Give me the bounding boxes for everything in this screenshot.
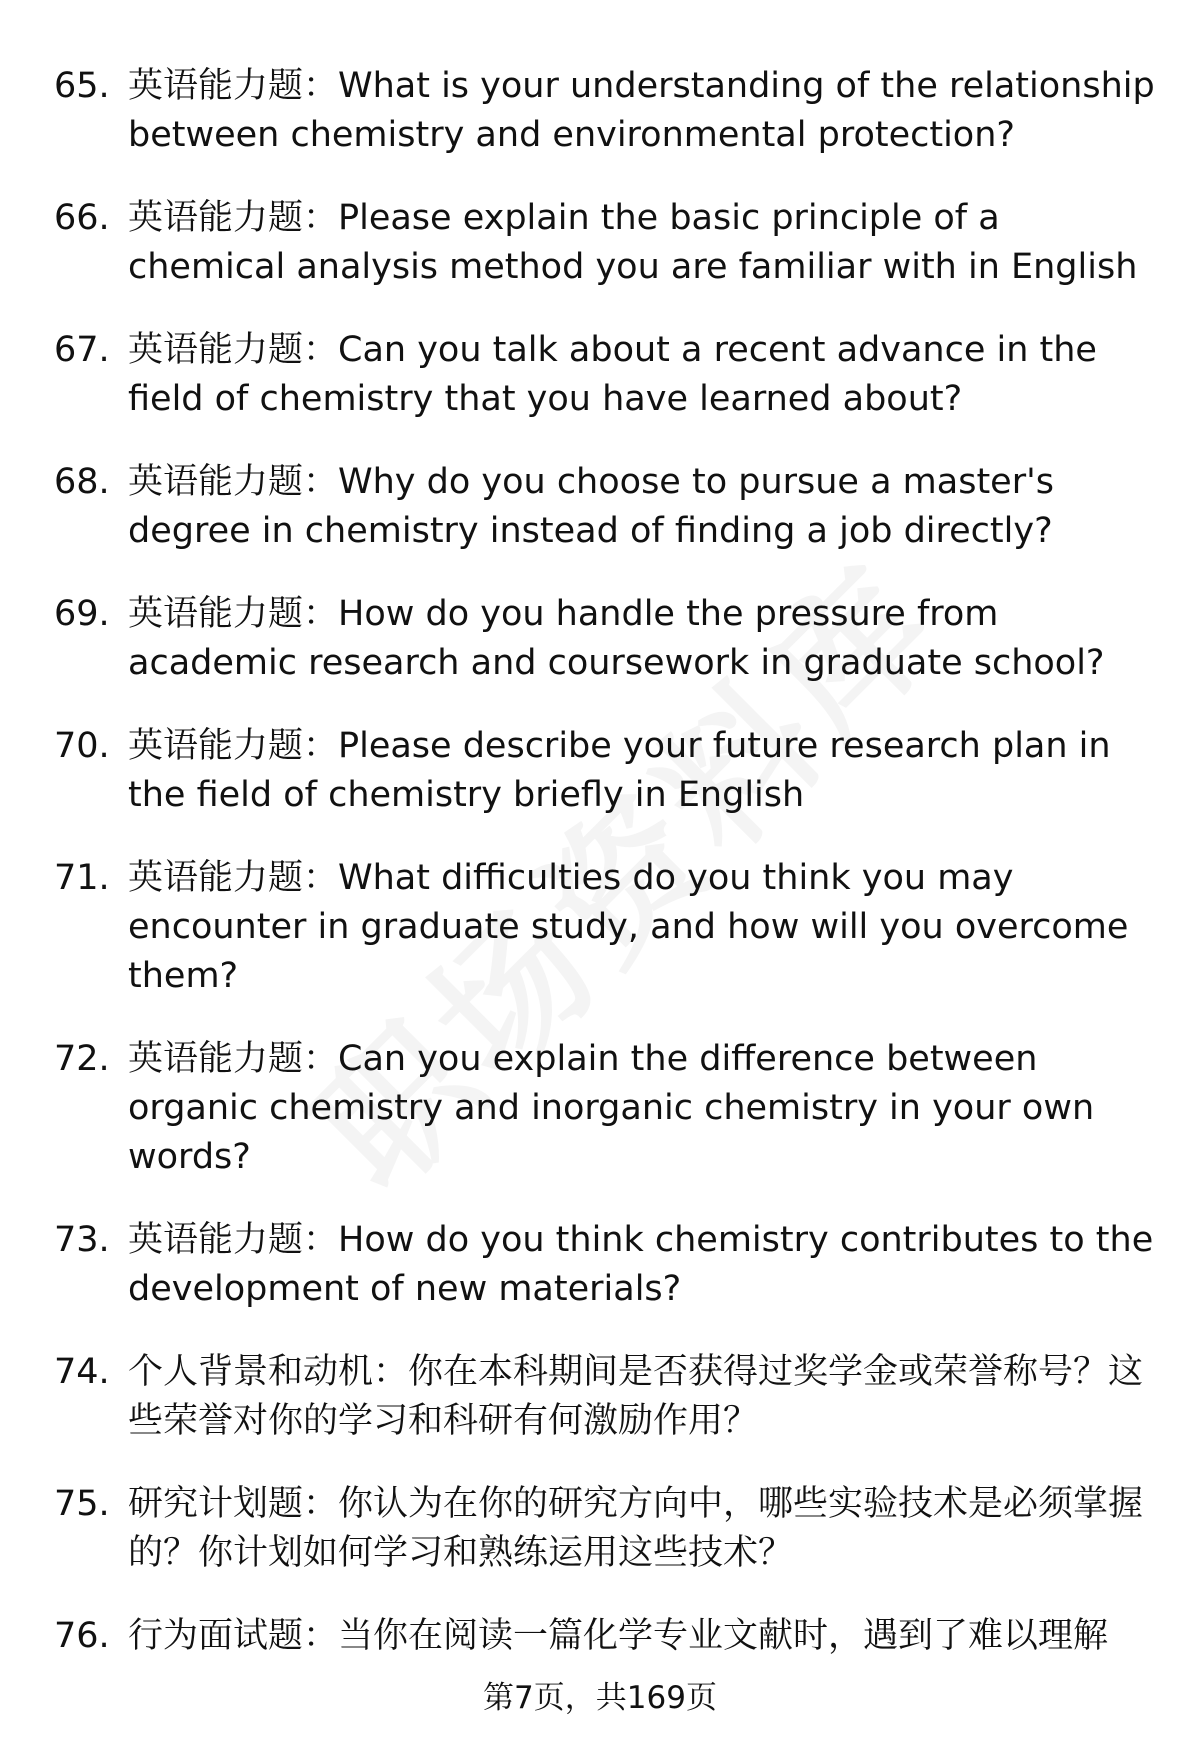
question-number: 67. xyxy=(54,330,110,370)
question-item xyxy=(0,1612,1200,1661)
question-number: 75. xyxy=(54,1484,110,1524)
question-text: 个人背景和动机：你在本科期间是否获得过奖学金或荣誉称号？这些荣誉对你的学习和科研有何激励作用？ xyxy=(128,1352,1144,1441)
question-number: 76. xyxy=(54,1616,110,1656)
question-number: 74. xyxy=(54,1352,110,1392)
question-text: 英语能力题：What difficulties do you think you may encounter in graduate study, and how will you overcome them? xyxy=(128,858,1129,996)
question-text: 英语能力题：Can you talk about a recent advance in the field of chemistry that you have learned about? xyxy=(128,330,1097,419)
question-text: 英语能力题：Why do you choose to pursue a master's degree in chemistry instead of finding a job directly? xyxy=(128,462,1054,551)
question-text: 英语能力题：Please describe your future research plan in the field of chemistry briefly in English xyxy=(128,726,1111,815)
question-item xyxy=(0,326,1200,424)
question-number: 71. xyxy=(54,858,110,898)
question-number: 73. xyxy=(54,1220,110,1260)
question-number: 66. xyxy=(54,198,110,238)
question-item xyxy=(0,194,1200,292)
question-item xyxy=(0,854,1200,1001)
question-item xyxy=(0,1216,1200,1314)
question-number: 72. xyxy=(54,1039,110,1079)
question-number: 70. xyxy=(54,726,110,766)
question-text: 英语能力题：How do you handle the pressure from academic research and coursework in graduate school? xyxy=(128,594,1105,683)
question-number: 69. xyxy=(54,594,110,634)
question-number: 68. xyxy=(54,462,110,502)
question-text: 英语能力题：What is your understanding of the relationship between chemistry and environmental protection? xyxy=(128,66,1155,155)
question-item xyxy=(0,1480,1200,1578)
question-text: 研究计划题：你认为在你的研究方向中，哪些实验技术是必须掌握的？你计划如何学习和熟练运用这些技术？ xyxy=(128,1484,1144,1573)
question-item xyxy=(0,1035,1200,1182)
question-text: 行为面试题：当你在阅读一篇化学专业文献时，遇到了难以理解 xyxy=(128,1616,1109,1656)
question-text: 英语能力题：How do you think chemistry contributes to the development of new materials? xyxy=(128,1220,1154,1309)
question-item xyxy=(0,458,1200,556)
question-number: 65. xyxy=(54,66,110,106)
question-text: 英语能力题：Can you explain the difference between organic chemistry and inorganic chemistry in your own words? xyxy=(128,1039,1095,1177)
question-list xyxy=(0,62,1200,1695)
question-text: 英语能力题：Please explain the basic principle of a chemical analysis method you are familiar with in English xyxy=(128,198,1138,287)
page-footer: 第7页，共169页 xyxy=(483,1680,717,1716)
question-item xyxy=(0,722,1200,820)
question-item xyxy=(0,590,1200,688)
question-item xyxy=(0,1348,1200,1446)
question-item xyxy=(0,62,1200,160)
